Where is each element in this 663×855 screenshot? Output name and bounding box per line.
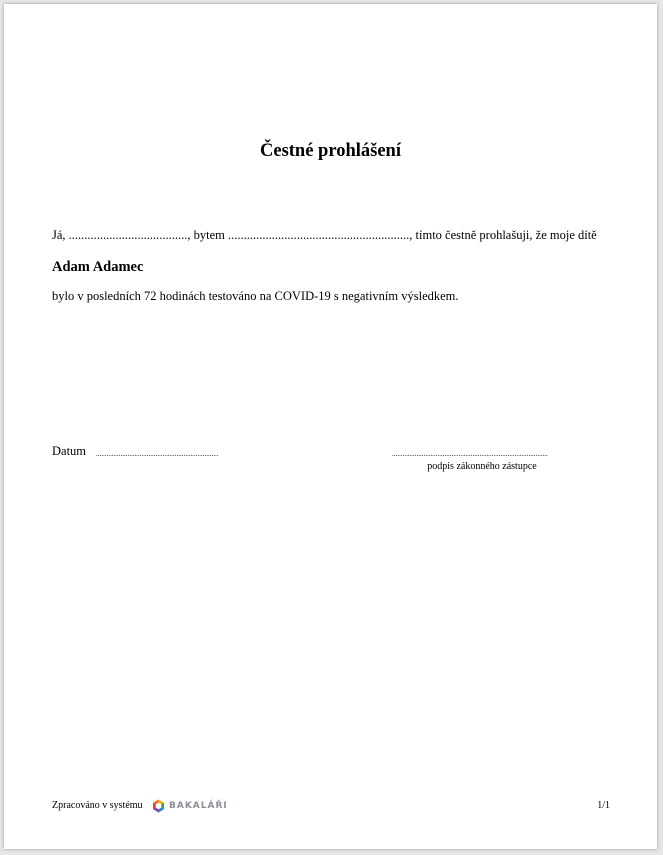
declaration-line: Já, ......................................, bytem .........................................................., tímto čestně prohlašuji, že moje dítě	[52, 228, 597, 242]
bakalari-hexagon-icon	[152, 799, 165, 813]
footer-processed-text: Zpracováno v systému	[52, 800, 143, 811]
signature-caption: podpis zákonného zástupce	[427, 461, 537, 472]
child-name: Adam Adamec	[52, 259, 144, 275]
date-label: Datum	[52, 444, 87, 458]
date-fill-line: ......................................................................	[96, 450, 219, 458]
document-title: Čestné prohlášení	[260, 141, 401, 161]
test-statement: bylo v posledních 72 hodinách testováno na COVID-19 s negativním výsledkem.	[52, 289, 459, 303]
bakalari-logo	[152, 799, 228, 813]
logo-text: BAKALÁŘI	[169, 801, 228, 811]
signature-fill-line: .........................................................................................	[392, 450, 548, 458]
document-page	[4, 4, 657, 849]
page-number: 1/1	[597, 800, 610, 811]
